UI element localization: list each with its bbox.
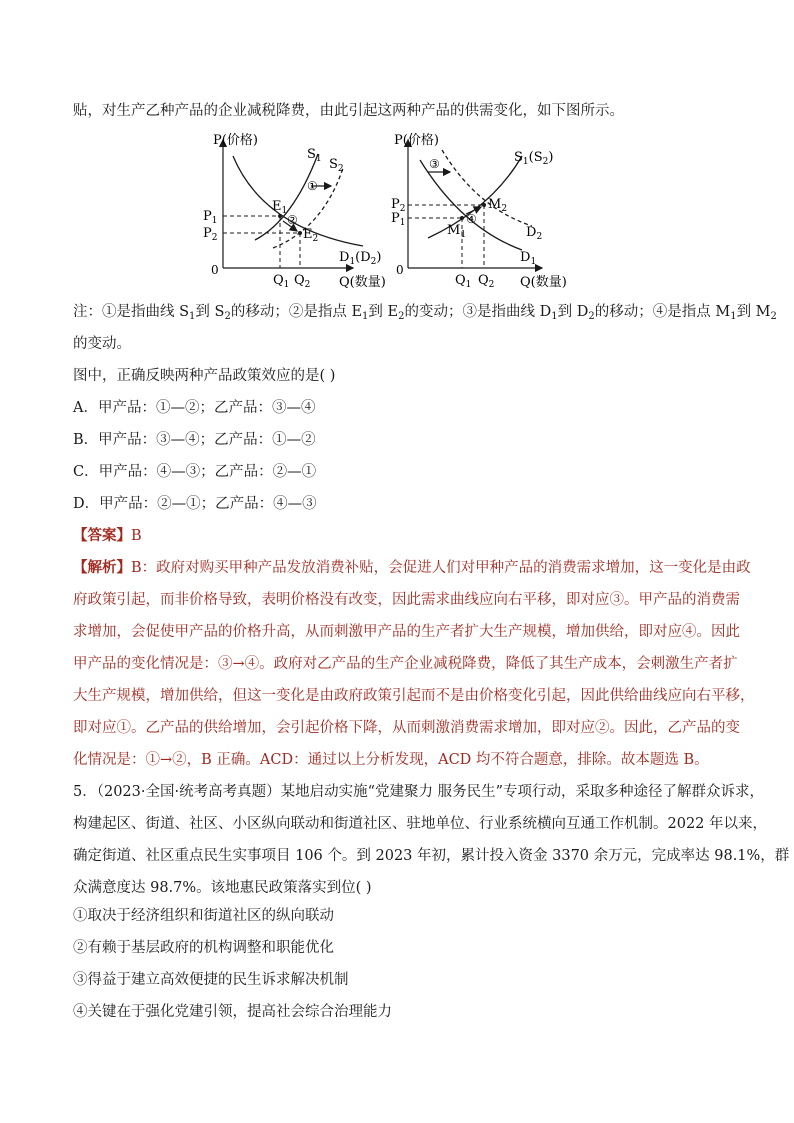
tick-P1: $P_1$ <box>391 211 406 228</box>
option-d: D．甲产品：②—①；乙产品：④—③ <box>73 496 317 512</box>
analysis-line-4: 甲产品的变化情况是：③→④。政府对乙产品的生产企业减税降费，降低了其生产成本，会刺激生产者扩 <box>73 656 738 672</box>
q5-item-2: ②有赖于基层政府的机构调整和职能优化 <box>73 940 334 956</box>
q5-item-3: ③得益于建立高效便捷的民生诉求解决机制 <box>73 972 349 988</box>
note-line-1: 注：①是指曲线 $S_1$到 $S_2$的移动；②是指点 $E_1$到 $E_2$的变动；③是指曲线 $D_1$到 $D_2$的移动；④是指点 $M_1$到 $M_2$ <box>73 304 777 322</box>
analysis-line-2: 府政策引起，而非价格导致，表明价格没有改变，因此需求曲线应向右平移，即对应③。甲产品的消费需 <box>73 592 740 608</box>
tick-P1: $P_1$ <box>203 209 218 226</box>
marker-3: ③ <box>429 157 440 171</box>
intro-text: 贴，对生产乙种产品的企业减税降费，由此引起这两种产品的供需变化，如下图所示。 <box>73 103 624 119</box>
analysis-line-1: 【解析】B：政府对购买甲种产品发放消费补贴，会促进人们对甲种产品的消费需求增加，这一变化是由政 <box>73 559 751 576</box>
tick-Q1: $Q_1$ <box>455 273 472 290</box>
analysis-label: 【解析】 <box>73 559 131 576</box>
answer-value: B <box>131 528 142 544</box>
q5-line-2: 构建起区、街道、社区、小区纵向联动和街道社区、驻地单位、行业系统横向互通工作机制。2022 年以来， <box>73 816 768 832</box>
point-E2 <box>298 231 302 235</box>
question-stem: 图中，正确反映两种产品政策效应的是( ) <box>73 368 336 384</box>
marker-4: ④ <box>466 212 477 226</box>
axis-label-quantity: Q(数量) <box>339 275 386 290</box>
q5-line-4: 众满意度达 98.7%。该地惠民政策落实到位( ) <box>73 880 372 896</box>
answer-label: 【答案】 <box>73 527 131 544</box>
point-M1 <box>460 216 464 220</box>
option-a: A．甲产品：①—②；乙产品：③—④ <box>73 400 316 416</box>
curve-label-D2: $D_2$ <box>526 225 543 242</box>
point-label-M1: $M_1$ <box>447 223 467 240</box>
q5-line-3: 确定街道、社区重点民生实事项目 106 个。到 2023 年初，累计投入资金 3370 余万元，完成率达 98.1%，群 <box>73 848 790 864</box>
q5-item-4: ④关键在于强化党建引领，提高社会综合治理能力 <box>73 1004 392 1020</box>
origin-label: 0 <box>211 263 219 277</box>
note-line-2: 的变动。 <box>73 336 131 352</box>
curve-label-S2: $S_2$ <box>329 157 344 174</box>
chart-left <box>193 128 393 290</box>
option-b: B．甲产品：③—④；乙产品：①—② <box>73 432 316 448</box>
point-label-E2: $E_2$ <box>303 227 319 244</box>
axis-label-price: P(价格) <box>394 133 439 148</box>
tick-Q2: $Q_2$ <box>478 273 495 290</box>
option-c: C．甲产品：④—③；乙产品：②—① <box>73 464 317 480</box>
analysis-line-7: 化情况是：①→②，B 正确。ACD：通过以上分析发现，ACD 均不符合题意，排除。故本题选 B。 <box>73 752 709 768</box>
analysis-line-5: 大生产规模，增加供给，但这一变化是由政府政策引起而不是由价格变化引起，因此供给曲线应向右平移， <box>73 688 755 704</box>
answer-line <box>73 526 142 546</box>
axis-label-price: P(价格) <box>213 133 258 148</box>
curve-label-D1: $D_1$ <box>520 250 537 267</box>
curve-label-D1D2: $D_1(D_2)$ <box>339 250 382 267</box>
analysis-line-6: 即对应①。乙产品的供给增加，会引起价格下降，从而刺激消费需求增加，即对应②。因此，乙产品的变 <box>73 720 740 736</box>
axis-label-quantity: Q(数量) <box>520 275 567 290</box>
point-label-M2: $M_2$ <box>488 197 508 214</box>
tick-P2: $P_2$ <box>391 197 406 214</box>
tick-P2: $P_2$ <box>203 226 218 243</box>
point-M2 <box>482 203 486 207</box>
q5-line-1: 5．（2023·全国·统考高考真题）某地启动实施“党建聚力 服务民生”专项行动，采取多种途径了解群众诉求， <box>73 784 765 800</box>
analysis-line-3: 求增加，会促使甲产品的价格升高，从而刺激甲产品的生产者扩大生产规模，增加供给，即对应④。因此 <box>73 624 740 640</box>
point-label-E1: $E_1$ <box>272 199 288 216</box>
q5-item-1: ①取决于经济组织和街道社区的纵向联动 <box>73 908 334 924</box>
marker-1: ① <box>307 179 318 193</box>
curve-label-S1S2: $S_1(S_2)$ <box>514 150 554 167</box>
marker-2: ② <box>287 213 298 227</box>
tick-Q1: $Q_1$ <box>273 273 290 290</box>
chart-right <box>392 128 602 290</box>
origin-label: 0 <box>396 263 404 277</box>
tick-Q2: $Q_2$ <box>294 273 311 290</box>
curve-label-S1: $S_1$ <box>307 147 322 164</box>
